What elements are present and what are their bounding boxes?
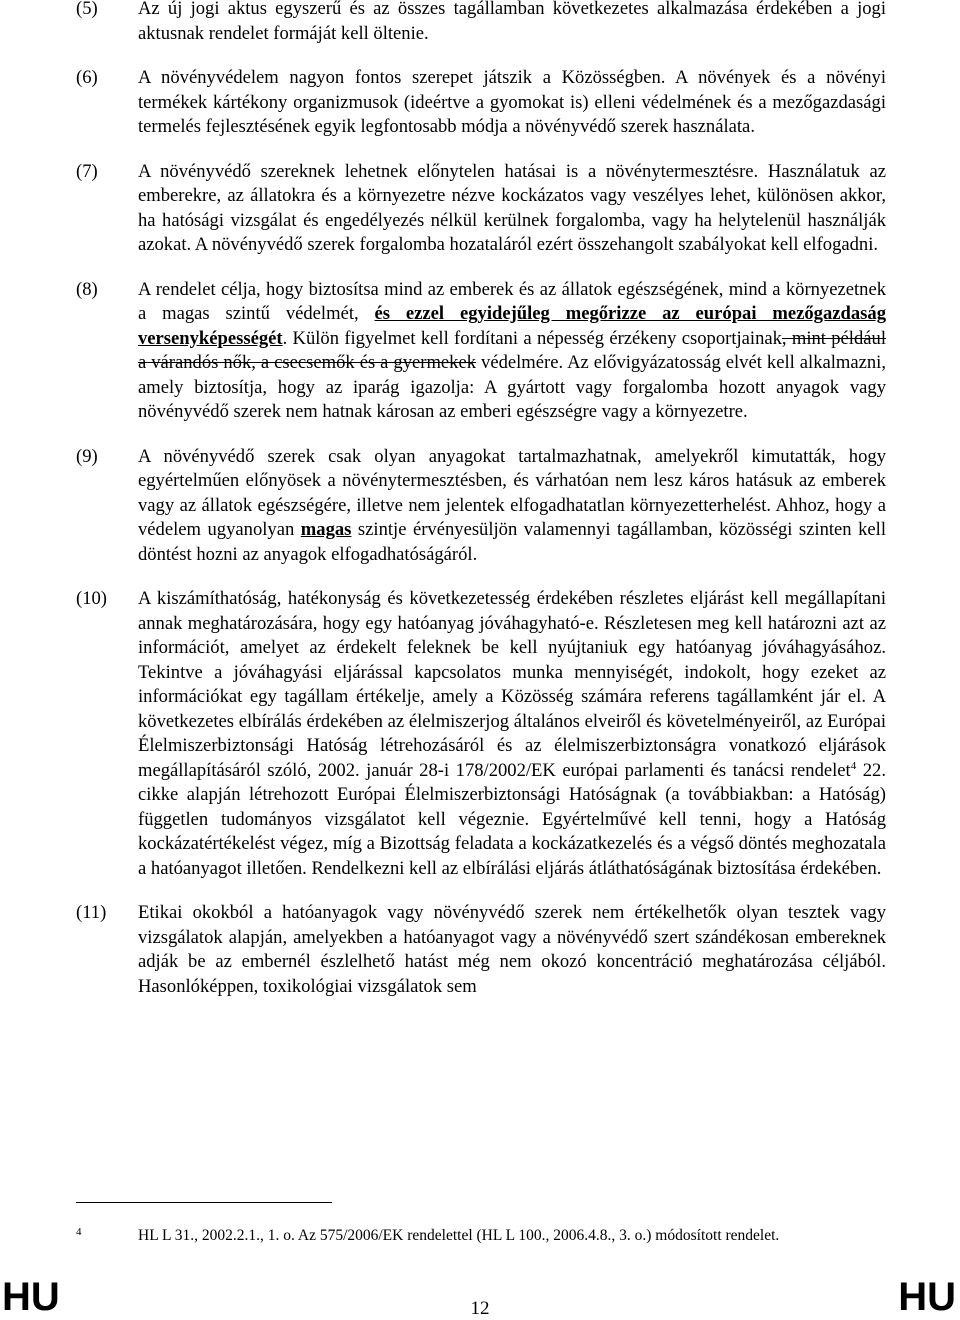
amendment-inserted-text: és ezzel egyidejűleg megőrizze az európai mezőgazdaság versenyképességét xyxy=(138,303,887,349)
recital-text: A kiszámíthatóság, hatékonyság és következetesség érdekében részletes eljárást kell megállapítani annak meghatározására, hogy egy hatóanyag jóváhagyható-e. Részletesen meg kell határozni azt az információt, amelyet az érdekelt feleknek be kell nyújtaniuk egy hatóanyag jóváhagyásához. Tekintve a jóváhagyási eljárással kapcsolatos munka mennyiségét, indokolt, hogy ezeket az információkat egy tagállam értékelje, amely a Közösség számára referens tagállamként jár el. A következetes elbírálás érdekében az élelmiszerjog általános elveiről és követelményeiről, az Európai Élelmiszerbiztonsági Hatóság létrehozásáról és az élelmiszerbiztonságra vonatkozó eljárások megállapításáról szóló, 2002. január 28-i 178/2002/EK európai parlamenti és tanácsi rendelet xyxy=(138,588,886,781)
recital-8 xyxy=(76,278,886,425)
recital-number: (8) xyxy=(76,278,98,300)
recital-10 xyxy=(76,587,886,881)
recital-text: szintje érvényesüljön valamennyi tagállamban, közösségi szinten kell döntést hozni az anyagok elfogadhatóságáról. xyxy=(138,519,887,565)
recital-text: A növényvédelem nagyon fontos szerepet játszik a Közösségben. A növények és a növényi termékek kártékony organizmusok (ideértve a gyomokat is) elleni védelmének és a mezőgazdasági termelés fejlesztésének egyik legfontosabb módja a növényvédő szerek használata. xyxy=(138,67,886,137)
page-number: 12 xyxy=(470,1298,490,1319)
recital-number: (11) xyxy=(76,902,107,923)
recital-number: (5) xyxy=(76,0,98,19)
recital-text: . Külön figyelmet kell fordítani a népesség érzékeny csoportjainak xyxy=(282,327,782,349)
footnote-reference[interactable]: 4 xyxy=(850,759,857,772)
recital-9 xyxy=(76,445,886,568)
recital-text: Etikai okokból a hatóanyagok vagy növényvédő szerek nem értékelhetők olyan tesztek vagy vizsgálatok alapján, amelyekben a hatóanyagot vagy a növényvédő szert szándékosan embereknek adják be az embernél észlelhető hatást még nem okozó koncentráció meghatározása céljából. Hasonlóképpen, toxikológiai vizsgálatok sem xyxy=(138,902,886,997)
language-code-right: HU xyxy=(898,1275,956,1319)
recital-text: védelmére. Az elővigyázatosság elvét kell alkalmazni, amely biztosítja, hogy az iparág igazolja: A gyártott vagy forgalomba hozott anyagok vagy növényvédő szerek nem hatnak károsan az emberi egészségre vagy a környezetre. xyxy=(138,352,886,422)
footnote-number: 4 xyxy=(76,1226,82,1238)
recital-number: (7) xyxy=(76,160,98,182)
amendment-inserted-text: magas xyxy=(300,519,352,540)
recital-6 xyxy=(76,66,886,140)
recital-11 xyxy=(76,901,886,999)
recital-number: (10) xyxy=(76,588,107,609)
footnote-separator xyxy=(76,1202,332,1203)
recital-7 xyxy=(76,160,886,258)
recital-text: A növényvédő szereknek lehetnek előnytelen hatásai is a növénytermesztésre. Használatuk az emberekre, az állatokra és a környezetre nézve kockázatos vagy veszélyes lehet, különösen akkor, ha hatósági vizsgálat és engedélyezés nélkül kerülnek forgalomba, vagy ha helytelenül használják azokat. A növényvédő szerek forgalomba hozataláról ezért összehangolt szabályokat kell elfogadni. xyxy=(138,160,886,255)
recital-number: (6) xyxy=(76,67,98,88)
recital-text: 22. cikke alapján létrehozott Európai Élelmiszerbiztonsági Hatóságnak (a továbbiakban: a Hatóság) független tudományos vizsgálatot kell végeznie. Egyértelművé kell tenni, hogy a Hatóság kockázatértékelést végez, míg a Bizottság feladata a kockázatkezelés és a végső döntés meghozatala a hatóanyagot illetően. Rendelkezni kell az elbírálási eljárás átláthatóságának biztosítása érdekében. xyxy=(138,759,887,879)
language-code-left: HU xyxy=(2,1275,60,1319)
recital-text: A rendelet célja, hogy biztosítsa mind az emberek és az állatok egészségének, mind a környezetnek a magas szintű védelmét, xyxy=(138,278,886,324)
recital-text: A növényvédő szerek csak olyan anyagokat tartalmazhatnak, amelyekről kimutatták, hogy egyértelműen előnyösek a növénytermesztésben, és várhatóan nem lesz káros hatásuk az emberek vagy az állatok egészségére, illetve nem jelentek elfogadhatatlan környezetterhelést. Ahhoz, hogy a védelem ugyanolyan xyxy=(138,445,886,540)
recital-list xyxy=(76,0,886,999)
recital-text: Az új jogi aktus egyszerű és az összes tagállamban következetes alkalmazása érdekében a jogi aktusnak rendelet formáját kell öltenie. xyxy=(138,0,886,44)
footnote-text: HL L 31., 2002.2.1., 1. o. Az 575/2006/EK rendelettel (HL L 100., 2006.4.8., 3. o.) módosított rendelet. xyxy=(138,1227,780,1244)
amendment-deleted-text: , mint például a várandós nők, a csecsemők és a gyermekek xyxy=(138,327,886,373)
recital-number: (9) xyxy=(76,445,98,467)
recital-5 xyxy=(76,0,886,46)
